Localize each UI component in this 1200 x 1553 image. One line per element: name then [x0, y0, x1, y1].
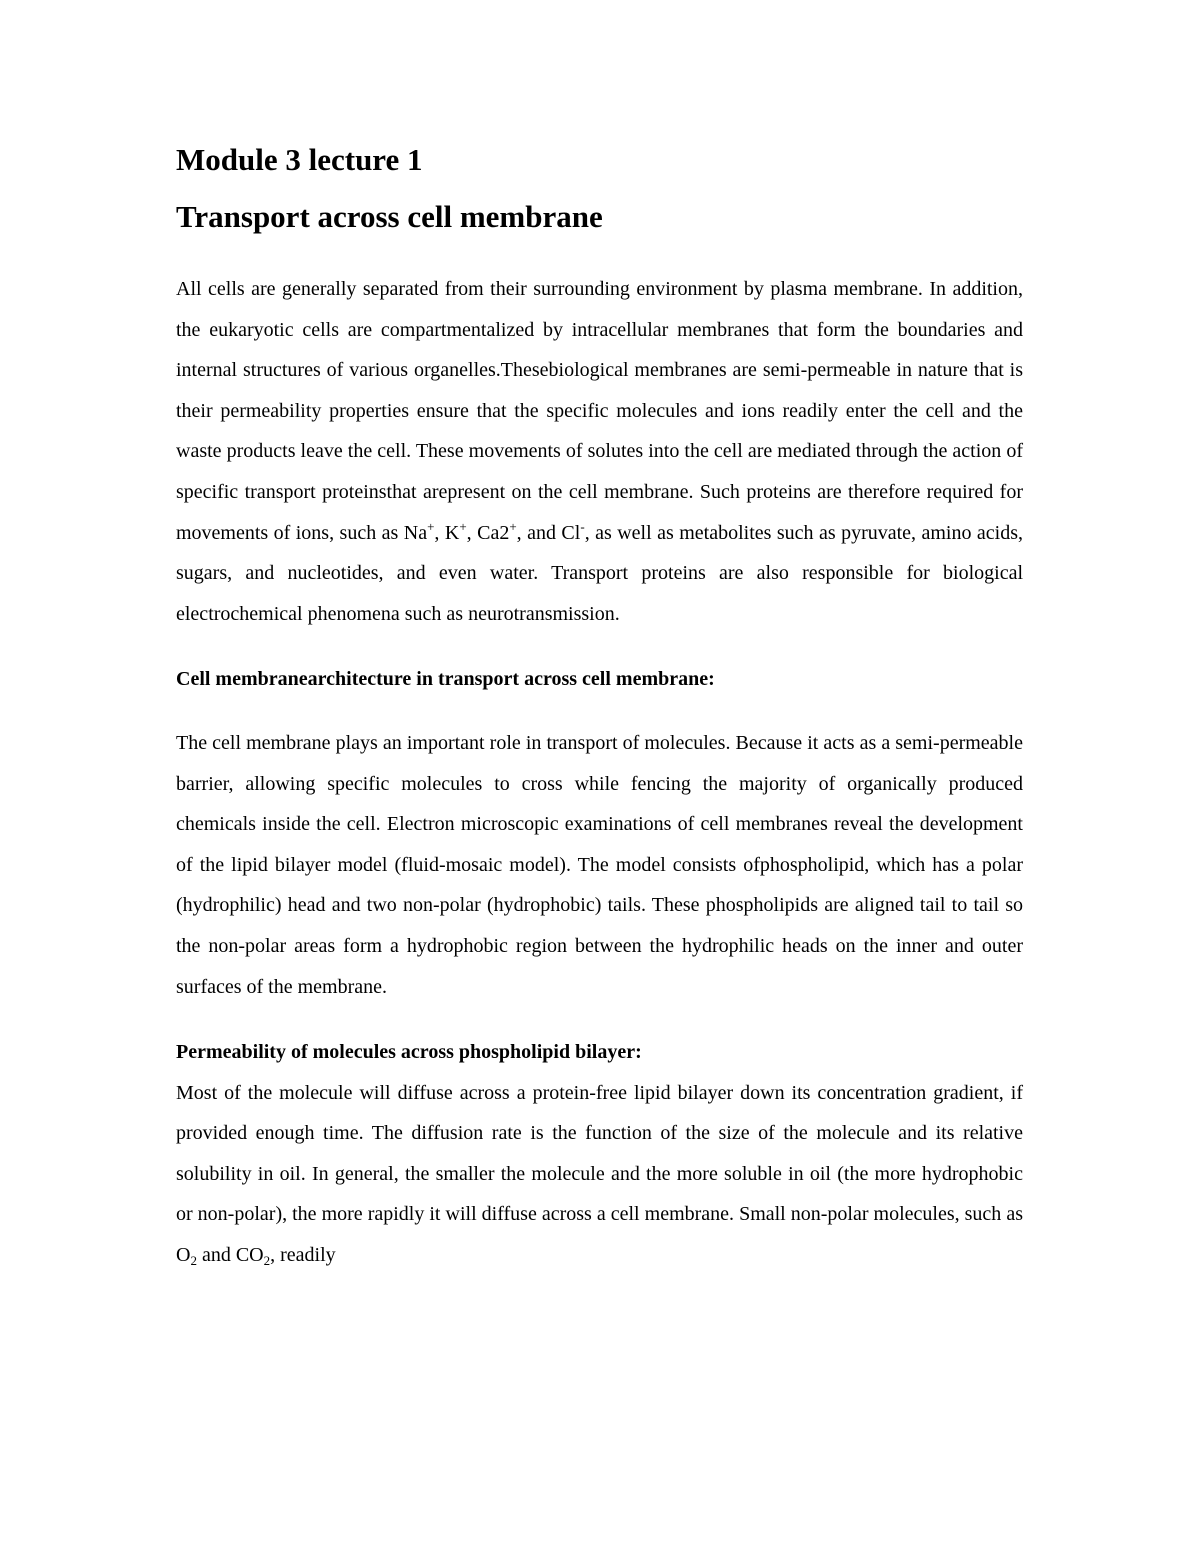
sodium-charge: + — [427, 518, 435, 534]
intro-text-3: , Ca2 — [466, 521, 510, 544]
section-heading-permeability: Permeability of molecules across phospholipid bilayer: — [176, 1041, 642, 1064]
permeability-text-3: , readily — [270, 1244, 336, 1267]
section-heading-architecture: Cell membranearchitecture in transport across cell membrane: — [176, 668, 715, 691]
intro-text-1: All cells are generally separated from their surrounding environment by plasma membrane. In addition, the eukaryotic cells are compartmentalized by intracellular membranes that form the boundaries and internal structures of various organelles.Thesebiological membranes are semi-permeable in nature that is their permeability properties ensure that the specific molecules and ions readily enter the cell and the waste products leave the cell. These movements of solutes into the cell are mediated through the action of specific transport proteinsthat arepresent on the cell membrane. Such proteins are therefore required for movements of ions, such as Na — [176, 278, 1023, 544]
carbon-dioxide-subscript: 2 — [263, 1253, 271, 1269]
chloride-charge: - — [580, 518, 585, 534]
intro-text-4: , and Cl — [516, 521, 581, 544]
document-content — [176, 138, 1023, 1276]
oxygen-subscript: 2 — [190, 1253, 197, 1269]
intro-text-2: , K — [434, 521, 460, 544]
architecture-paragraph: The cell membrane plays an important role in transport of molecules. Because it acts as a semi-permeable barrier, allowing specific molecules to cross while fencing the majority of organically produced chemicals inside the cell. Electron microscopic examinations of cell membranes reveal the development of the lipid bilayer model (fluid-mosaic model). The model consists ofphospholipid, which has a polar (hydrophilic) head and two non-polar (hydrophobic) tails. These phospholipids are aligned tail to tail so the non-polar areas form a hydrophobic region between the hydrophilic heads on the inner and outer surfaces of the membrane. — [176, 731, 1023, 998]
intro-text-5: , as well as metabolites such as pyruvate, amino acids, sugars, and nucleotides, and even water. Transport proteins are also responsible for biological electrochemical phenomena such as neurotransmission. — [176, 521, 1024, 625]
module-title: Module 3 lecture 1 — [176, 142, 423, 177]
permeability-text-1: Most of the molecule will diffuse across a protein-free lipid bilayer down its concentration gradient, if provided enough time. The diffusion rate is the function of the size of the molecule and its relative solubility in oil. In general, the smaller the molecule and the more soluble in oil (the more hydrophobic or non-polar), the more rapidly it will diffuse across a cell membrane. Small non-polar molecules, such as O — [176, 1081, 1023, 1267]
lecture-title: Transport across cell membrane — [176, 199, 603, 234]
permeability-text-2: and CO — [196, 1244, 264, 1267]
potassium-charge: + — [459, 518, 467, 534]
permeability-paragraph — [176, 1073, 1023, 1276]
intro-paragraph — [176, 269, 1023, 634]
calcium-charge: + — [509, 518, 517, 534]
